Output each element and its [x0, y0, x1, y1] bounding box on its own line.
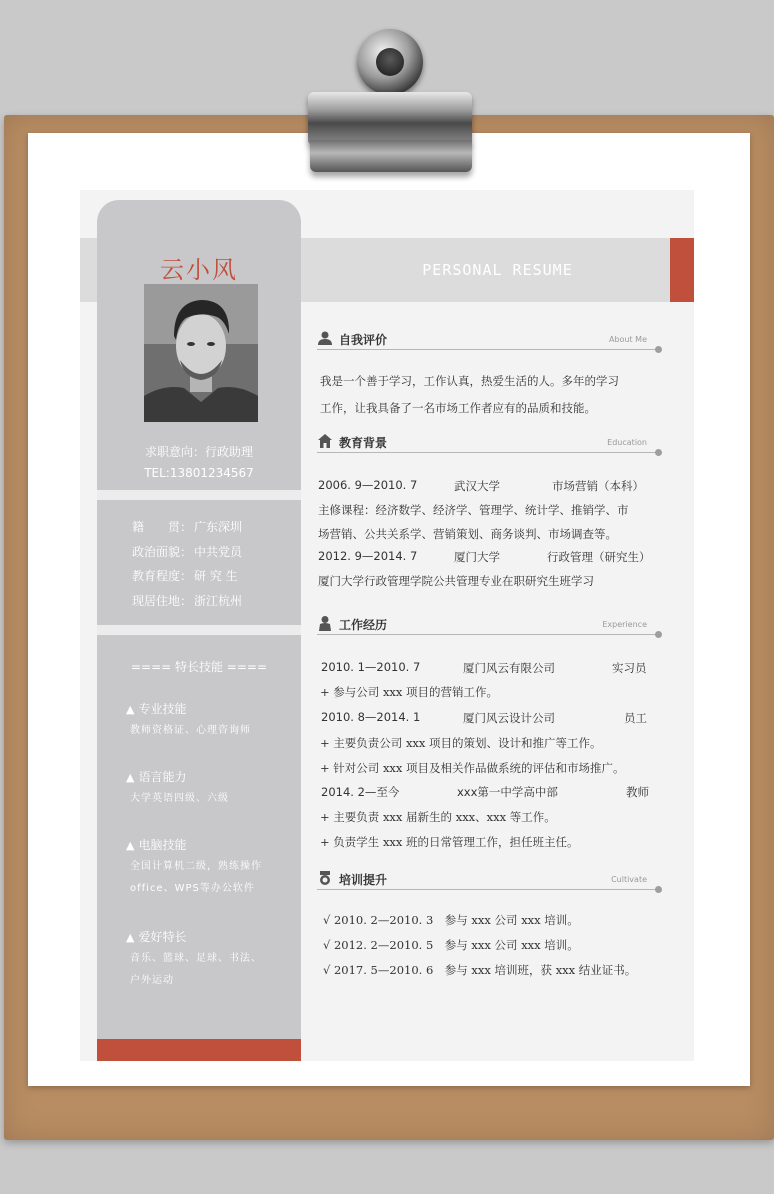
- education-desc: 厦门大学行政管理学院公共管理专业在职研究生班学习: [318, 574, 594, 588]
- job-intent: 求职意向：行政助理: [144, 445, 253, 459]
- work-row: 2014. 2—至今 xxx第一中学高中部 教师: [321, 785, 649, 799]
- work-bullet: + 负责学生 xxx 班的日常管理工作，担任班主任。: [320, 835, 579, 849]
- person-icon: [317, 615, 333, 631]
- skill-desc: 音乐、篮球、足球、书法、 户外运动: [130, 953, 262, 986]
- education-desc: 场营销、公共关系学、营销策划、商务谈判、市场调查等。: [318, 527, 617, 541]
- skill-desc: 大学英语四级、六级: [130, 793, 229, 804]
- training-item: √ 2012. 2—2010. 5 参与 xxx 公司 xxx 培训。: [323, 938, 579, 952]
- binder-clip-hole: [376, 48, 404, 76]
- self-text-line: 工作，让我具备了一名市场工作者应有的品质和技能。: [320, 401, 596, 415]
- education-row: 2012. 9—2014. 7 厦门大学 行政管理（研究生）: [318, 549, 651, 564]
- skill-title: ▲ 专业技能: [126, 702, 187, 716]
- section-header-work: 工作经历 Experience: [317, 615, 661, 635]
- triangle-icon: ▲: [126, 771, 135, 784]
- work-bullet: + 针对公司 xxx 项目及相关作品做系统的评估和市场推广。: [320, 761, 625, 775]
- binder-clip: [308, 92, 472, 144]
- training-item: √ 2010. 2—2010. 3 参与 xxx 公司 xxx 培训。: [323, 913, 579, 927]
- section-header-self: 自我评价 About Me: [317, 330, 661, 350]
- education-row: 2006. 9—2010. 7 武汉大学 市场营销（本科）: [318, 478, 644, 493]
- triangle-icon: ▲: [126, 931, 135, 944]
- info-row-politics: 政治面貌： 中共党员: [132, 545, 243, 559]
- sidebar-divider: [97, 625, 301, 635]
- skill-title: ▲ 爱好特长: [126, 930, 187, 944]
- skill-desc: 全国计算机二级，熟练操作 office、WPS等办公软件: [130, 861, 262, 894]
- training-item: √ 2017. 5—2010. 6 参与 xxx 培训班，获 xxx 结业证书。: [323, 963, 637, 977]
- triangle-icon: ▲: [126, 839, 135, 852]
- sidebar-divider: [97, 490, 301, 500]
- skill-title: ▲ 电脑技能: [126, 838, 187, 852]
- info-row-hometown: 籍 贯： 广东深圳: [132, 520, 243, 534]
- skill-title: ▲ 语言能力: [126, 770, 187, 784]
- info-row-education: 教育程度： 研 究 生: [132, 569, 238, 583]
- education-desc: 主修课程：经济数学、经济学、管理学、统计学、推销学、市: [318, 503, 629, 517]
- sidebar: [97, 200, 301, 1061]
- skill-desc: 教师资格证、心理咨询师: [130, 725, 251, 736]
- work-row: 2010. 8—2014. 1 厦门风云设计公司 员工: [321, 710, 647, 725]
- candidate-name: 云小风: [160, 256, 238, 284]
- sidebar-footer-bar: [97, 1039, 301, 1061]
- section-header-training: 培训提升 Cultivate: [317, 870, 661, 890]
- section-header-education: 教育背景 Education: [317, 433, 661, 453]
- skills-heading: ==== 特长技能 ====: [130, 660, 268, 674]
- profile-photo: [144, 284, 258, 422]
- work-bullet: + 主要负责公司 xxx 项目的策划、设计和推广等工作。: [320, 736, 602, 750]
- self-text-line: 我是一个善于学习，工作认真，热爱生活的人。多年的学习: [320, 374, 619, 388]
- user-icon: [317, 330, 333, 346]
- work-row: 2010. 1—2010. 7 厦门风云有限公司 实习员: [321, 660, 647, 675]
- school-icon: [317, 433, 333, 449]
- resume-title: PERSONAL RESUME: [422, 261, 573, 279]
- header-accent-bar: [670, 238, 694, 302]
- work-bullet: + 参与公司 xxx 项目的营销工作。: [320, 685, 499, 699]
- medal-icon: [317, 870, 333, 886]
- phone-number: TEL:13801234567: [144, 466, 254, 480]
- info-row-residence: 现居住地： 浙江杭州: [132, 594, 243, 608]
- binder-clip-base: [310, 140, 472, 172]
- work-bullet: + 主要负责 xxx 届新生的 xxx、xxx 等工作。: [320, 810, 556, 824]
- resume-page: [80, 190, 694, 1061]
- triangle-icon: ▲: [126, 703, 135, 716]
